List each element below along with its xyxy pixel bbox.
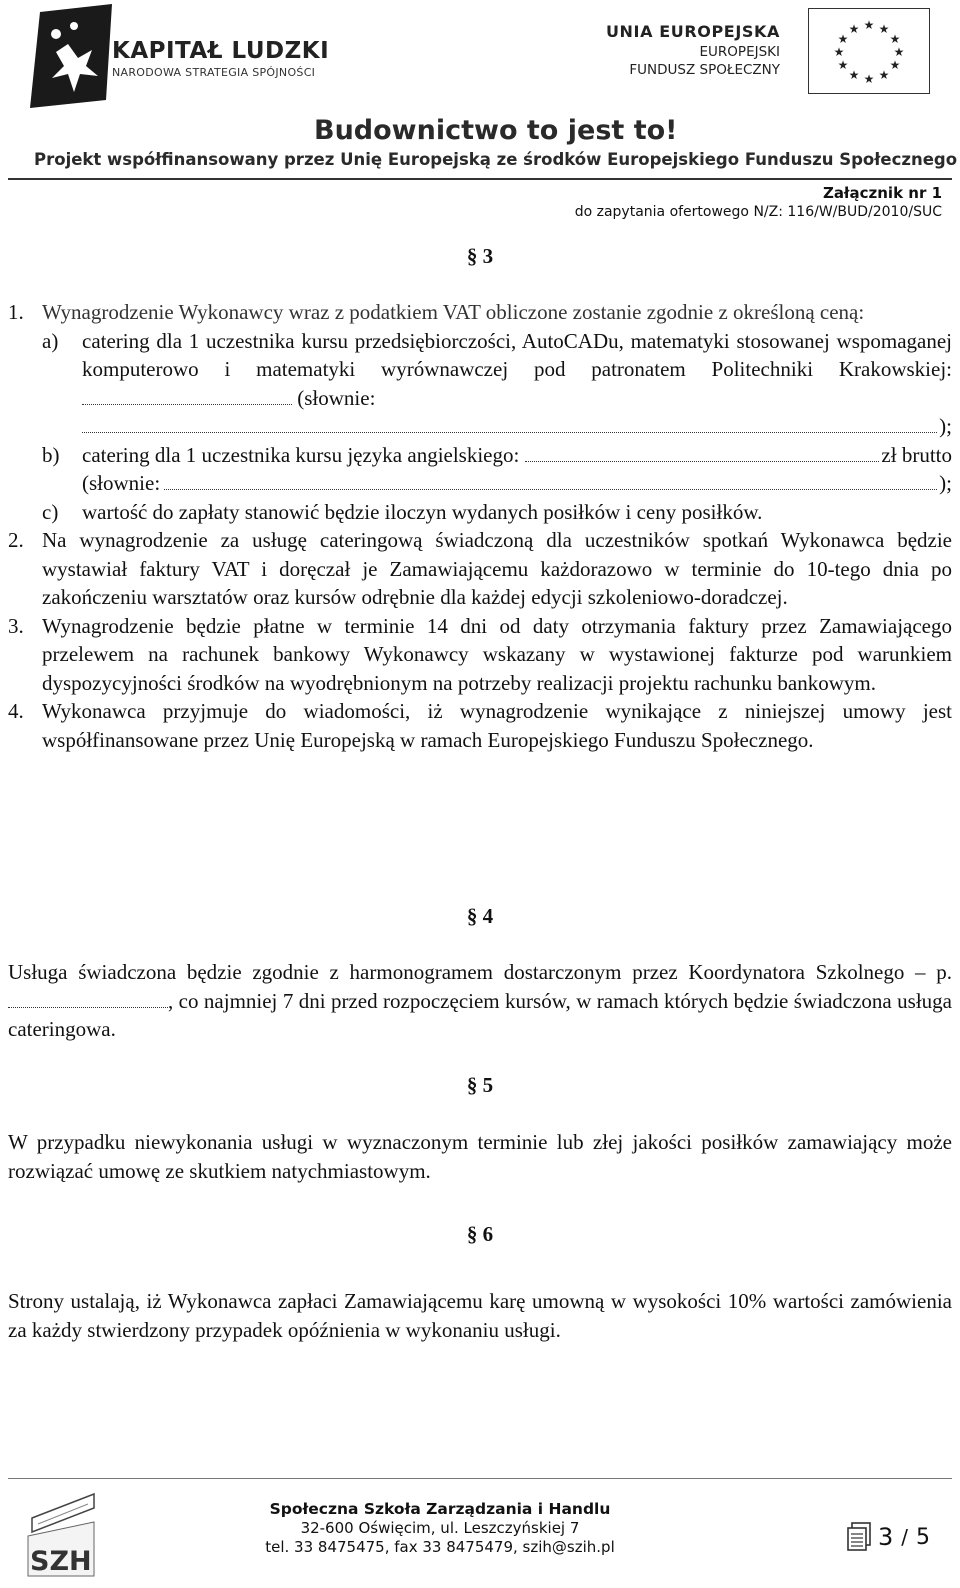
words-label: (słownie: xyxy=(297,385,376,410)
page-indicator xyxy=(846,1522,930,1552)
item-text: catering dla 1 uczestnika kursu przedsiębiorczości, AutoCADu, matematyki stosowanej wspomaganej komputerowo i matematyki wyrównawczej pod patronatem Politechniki Krakowskiej: xyxy=(82,328,952,381)
clause-3 xyxy=(8,612,952,698)
eu-flag-icon xyxy=(808,8,930,94)
school-name: Społeczna Szkoła Zarządzania i Handlu xyxy=(269,1500,611,1518)
section-heading-5: § 5 xyxy=(466,1073,494,1097)
footer-contact xyxy=(240,1500,640,1556)
words-blank xyxy=(164,469,937,490)
svg-text:★: ★ xyxy=(863,18,875,32)
svg-text:★: ★ xyxy=(878,22,890,36)
page-separator: / xyxy=(901,1525,909,1549)
section-6-body: Strony ustalają, iż Wykonawca zapłaci Zamawiającemu karę umowną w wysokości 10% wartości zamówienia za każdy stwierdzony przypadek opóźnienia w wykonaniu usługi. xyxy=(8,1289,952,1342)
item-label: b) xyxy=(42,442,60,467)
clause-4 xyxy=(8,697,952,754)
coordinator-name-blank xyxy=(8,989,168,1008)
page-number: 3 xyxy=(878,1523,894,1551)
svg-text:★: ★ xyxy=(848,22,860,36)
item-text: wartość do zapłaty stanowić będzie iloczyn wydanych posiłków i ceny posiłków. xyxy=(82,499,763,524)
close-paren: ); xyxy=(939,471,952,495)
szh-logo xyxy=(24,1488,124,1580)
szh-logo-text: SZH xyxy=(30,1546,92,1577)
page-stack-icon xyxy=(846,1522,872,1552)
kapital-ludzki-logo xyxy=(22,4,118,108)
unit-label: zł brutto xyxy=(881,442,952,467)
section-heading-4: § 4 xyxy=(466,904,494,928)
header-divider xyxy=(8,178,952,180)
clause-text: Wykonawca przyjmuje do wiadomości, iż wynagrodzenie wynikające z niniejszej umowy jest współfinansowane przez Unię Europejską w ramach Europejskiego Funduszu Społecznego. xyxy=(42,699,952,752)
project-cofinance-line: Projekt współfinansowany przez Unię Europejską ze środków Europejskiego Funduszu Społecznego xyxy=(34,150,958,169)
page-total: 5 xyxy=(916,1524,931,1550)
clause-number: 1. xyxy=(8,300,24,324)
attachment-reference: do zapytania ofertowego N/Z: 116/W/BUD/2010/SUC xyxy=(574,204,942,220)
section-heading-6: § 6 xyxy=(466,1222,494,1246)
clause-number: 2. xyxy=(8,528,24,552)
words-label: (słownie: xyxy=(82,471,161,495)
svg-text:★: ★ xyxy=(878,68,890,82)
eu-line-3: FUNDUSZ SPOŁECZNY xyxy=(629,62,780,78)
section-5-body: W przypadku niewykonania usługi w wyznaczonym terminie lub złej jakości posiłków zamawiający może rozwiązać umowę ze skutkiem natychmiastowym. xyxy=(8,1130,952,1183)
clause-number: 3. xyxy=(8,613,24,638)
price-blank xyxy=(82,386,292,405)
section-4-text-start: Usługa świadczona będzie zgodnie z harmonogramem dostarczonym przez Koordynatora Szkolnego – p. xyxy=(8,960,952,984)
project-motto: Budownictwo to jest to! xyxy=(314,115,678,146)
svg-text:★: ★ xyxy=(848,68,860,82)
words-blank xyxy=(82,412,937,433)
item-label: c) xyxy=(42,499,59,524)
svg-text:★: ★ xyxy=(889,58,901,72)
svg-text:★: ★ xyxy=(889,32,901,46)
item-text: catering dla 1 uczestnika kursu języka angielskiego: xyxy=(82,442,520,467)
attachment-title: Załącznik nr 1 xyxy=(822,184,942,202)
kapital-ludzki-title: KAPITAŁ LUDZKI xyxy=(112,38,330,64)
attachment-label xyxy=(575,184,942,220)
clause-text: Wynagrodzenie będzie płatne w terminie 14 dni od daty otrzymania faktury przez Zamawiającego przelewem na rachunek bankowy Wykonawcy wskazany w wystawionej fakturze pod warunkiem dyspozycyjności środków na wyodrębnionym na potrzeby realizacji projektu rachunku bankowym. xyxy=(42,613,952,695)
clause-1-item-a xyxy=(42,327,952,441)
clause-1-item-c xyxy=(42,498,952,527)
clause-text: Wynagrodzenie Wykonawcy wraz z podatkiem VAT obliczone zostanie zgodnie z określoną ceną: xyxy=(42,300,865,324)
section-4-body xyxy=(8,958,952,1044)
svg-text:★: ★ xyxy=(837,58,849,72)
svg-text:★: ★ xyxy=(833,45,845,59)
price-blank xyxy=(525,441,879,462)
clause-1-item-b xyxy=(42,441,952,498)
close-paren: ); xyxy=(939,414,952,438)
svg-text:★: ★ xyxy=(863,72,875,86)
kapital-ludzki-subtitle: NARODOWA STRATEGIA SPÓJNOŚCI xyxy=(112,66,316,79)
eu-text xyxy=(606,22,780,78)
footer-divider xyxy=(8,1478,952,1479)
item-label: a) xyxy=(42,328,59,353)
eu-line-2: EUROPEJSKI xyxy=(699,44,780,60)
school-contact: tel. 33 8475475, fax 33 8475479, szih@szih.pl xyxy=(265,1538,615,1556)
svg-text:★: ★ xyxy=(893,45,905,59)
clause-2 xyxy=(8,526,952,612)
clause-1 xyxy=(8,298,952,327)
page-header xyxy=(0,0,960,182)
svg-text:★: ★ xyxy=(837,32,849,46)
clause-number: 4. xyxy=(8,699,24,723)
school-address: 32-600 Oświęcim, ul. Leszczyńskiej 7 xyxy=(300,1519,580,1537)
eu-line-1: UNIA EUROPEJSKA xyxy=(605,22,780,41)
section-4-text-end: , co najmniej 7 dni przed rozpoczęciem kursów, w ramach których będzie świadczona usługa cateringowa. xyxy=(8,988,952,1041)
clause-text: Na wynagrodzenie za usługę cateringową świadczoną dla uczestników spotkań Wykonawca będzie wystawiał faktury VAT i doręczał je Zamawiającemu każdorazowo w terminie do 10-tego dnia po zakończeniu warsztatów oraz kursów odrębnie dla każdej edycji szkoleniowo-doradczej. xyxy=(42,528,952,609)
section-heading-3: § 3 xyxy=(466,244,494,268)
section-3-body xyxy=(8,298,952,754)
